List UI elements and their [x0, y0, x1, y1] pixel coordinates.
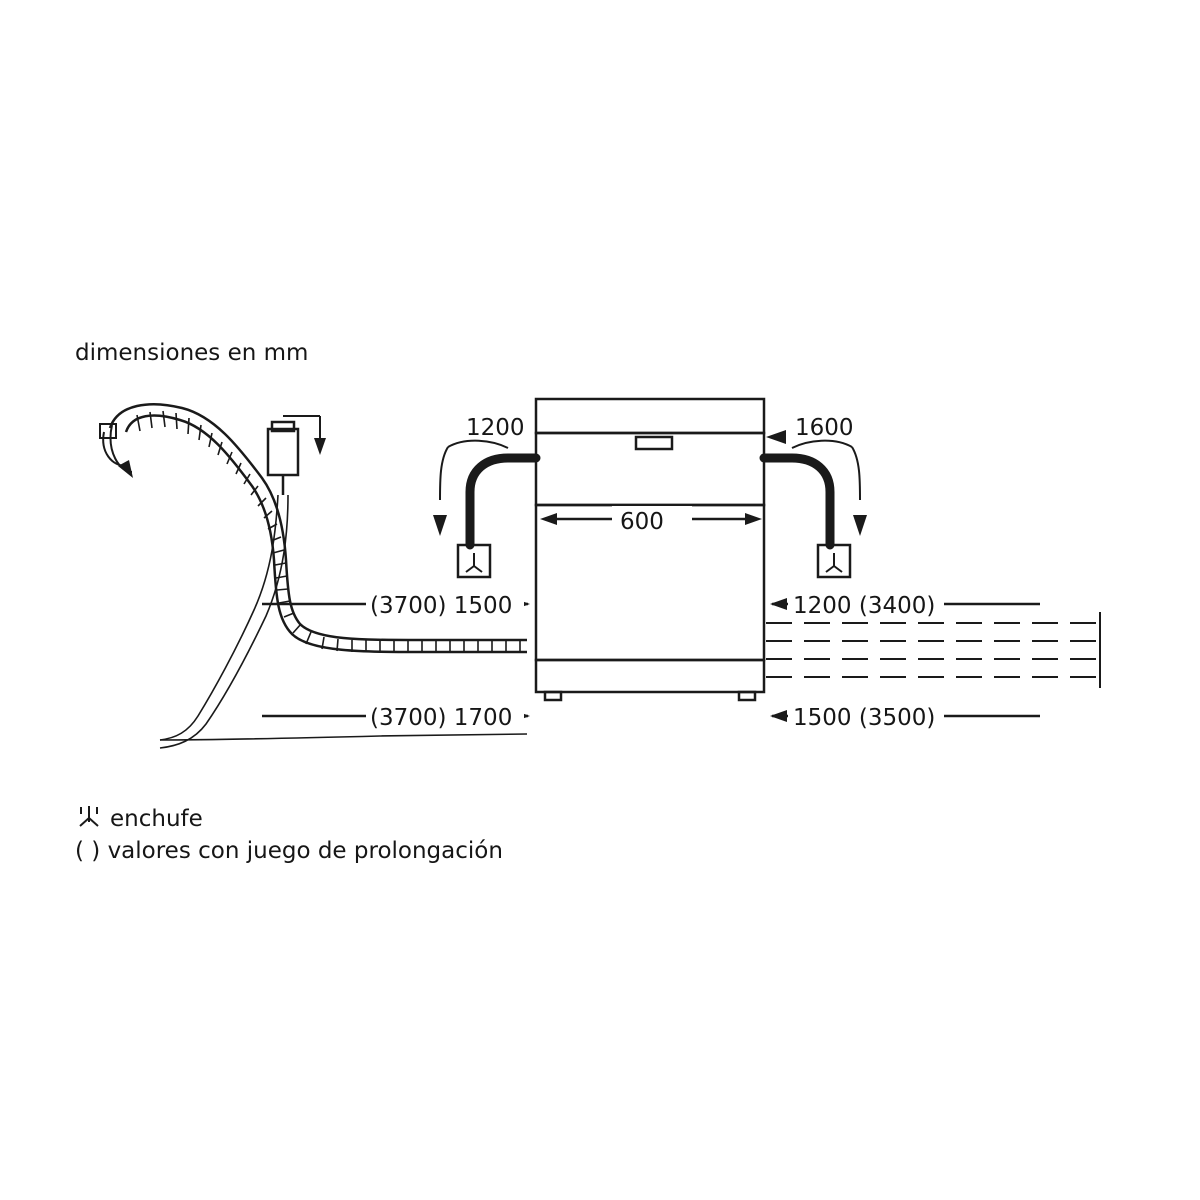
left-drain-height-callout — [433, 441, 536, 577]
units-note: dimensiones en mm — [75, 340, 309, 366]
left-supply-length-label: (3700) 1500 — [370, 593, 513, 619]
appliance-width-label: 600 — [620, 509, 664, 535]
plug-icon — [80, 806, 98, 826]
right-pipe-runs — [766, 612, 1100, 688]
appliance-outline — [536, 399, 764, 700]
right-drain-height-callout — [764, 430, 867, 577]
legend-plug-label: enchufe — [110, 806, 203, 832]
right-drain-length-label: 1500 (3500) — [793, 705, 936, 731]
right-supply-length-label: 1200 (3400) — [793, 593, 936, 619]
left-drain-height-label: 1200 — [466, 415, 525, 441]
right-drain-height-label: 1600 — [795, 415, 854, 441]
legend-paren-label: ( ) valores con juego de prolongación — [75, 838, 503, 864]
left-drain-length-label: (3700) 1700 — [370, 705, 513, 731]
